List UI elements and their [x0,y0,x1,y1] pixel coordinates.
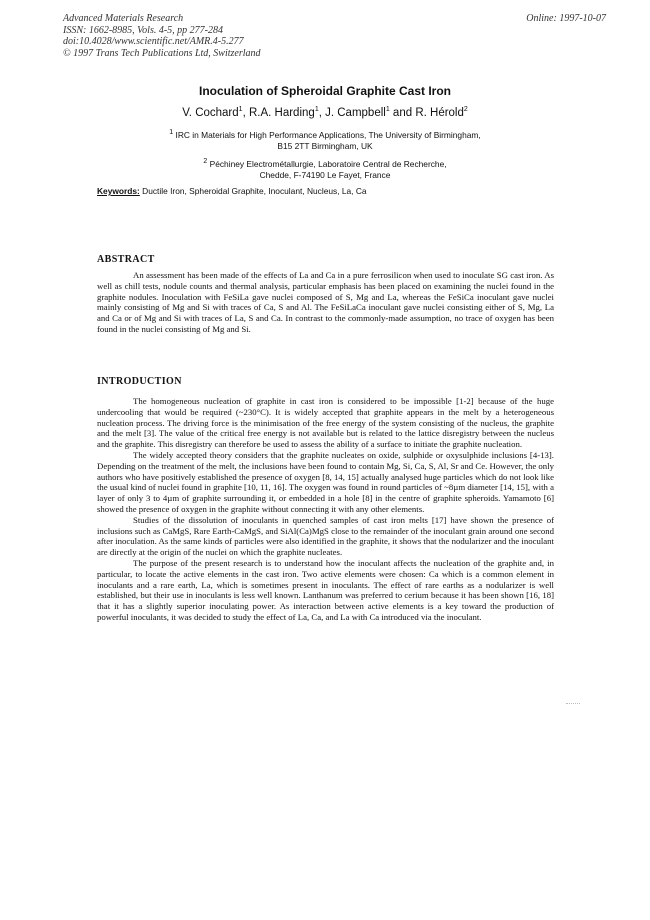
affiliation-line: Péchiney Electrométallurgie, Laboratoire Central de Recherche, [209,158,447,169]
paper-title: Inoculation of Spheroidal Graphite Cast Iron [198,84,452,98]
copyright-line: © 1997 Trans Tech Publications Ltd, Switzerland [63,47,261,59]
introduction-body [97,396,554,623]
intro-paragraph: Studies of the dissolution of inoculants in quenched samples of cast iron melts [17] have shown the presence of inclusions such as CaMgS, Rare Earth-CaMgS, and SiAl(Ca)MgS close to the remainder of the inoculant grain around one second after inoculation. As the same kinds of particles were also identified in the graphite, it shows that the nodularizer and the inoculant are directly at the origin of the nuclei on which the graphite nucleates. [97,514,554,558]
intro-paragraph: The homogeneous nucleation of graphite in cast iron is considered to be impossible [1-2] because of the huge undercooling that would be required (~230°C). It is widely accepted that graphite appears in the melt by a heterogeneous nucleation process. The driving force is the minimisation of the free energy of the system consisting of the nucleus, the graphite and the melt [3]. The value of the critical free energy is not available but is related to the lattice disregistry between the nucleus and the graphite. This disregistry can therefore be used to assess the ability of a surface to initiate the graphite nucleation. [97,396,554,450]
abstract-heading: ABSTRACT [97,254,155,265]
affiliation-mark: 2 [203,158,208,165]
intro-paragraph: The purpose of the present research is to understand how the inoculant affects the nucleation of the graphite and, in particular, to locate the active elements in the cast iron. Two active elements were chosen: Ca which is a common element in inoculants and a rare earth, La, which is sometimes present in inoculants. The effect of rare earths as a nodularizer is well established, but their use in inoculants is less well known. Lanthanum was preferred to cerium because it has been shown [16, 18] that it has a slightly superior inoculating power. As interaction between active elements is a key toward the production of powerful inoculants, it was decided to study the effect of La, Ca, and La with Ca introduced via the inoculant. [97,557,554,622]
author-list [0,106,650,119]
affiliation-mark: 1 [314,106,319,113]
affiliation-line: B15 2TT Birmingham, UK [277,140,373,151]
affiliation-2 [0,156,650,181]
author-name: J. Campbell [325,106,386,119]
author-separator: , [242,106,249,119]
keywords [97,186,367,196]
intro-paragraph: The widely accepted theory considers that the graphite nucleates on oxide, sulphide or oxysulphide inclusions [4-13]. Depending on the treatment of the melt, the inclusions have been found to contain Mg, Si, Ca, S, Al, Sr and Ce. However, the only authors who have positively established the presence of oxygen [8, 14, 15] actually analysed huge particles which do not look like the usual kind of nuclei found in graphite [10, 11, 16]. The oxygen was found in round particles of ~8µm diameter [14, 15], with a layer of only 3 to 4µm of graphite surrounding it, or embedded in a hole [8] in the centre of graphite spheroids. Yamamoto [6] showed the presence of oxygen in the graphite without connecting it with any other elements. [97,449,554,514]
affiliation-mark: 1 [169,129,174,136]
online-date: Online: 1997-10-07 [526,13,606,24]
affiliation-mark: 2 [463,106,468,113]
affiliation-1 [0,127,650,152]
author-name: V. Cochard [182,106,239,119]
abstract-body [97,270,554,335]
scan-artifact [566,703,580,706]
affiliation-mark: 1 [238,106,243,113]
introduction-heading: INTRODUCTION [97,376,182,387]
affiliation-mark: 1 [385,106,390,113]
author-name: R. Hérold [415,106,464,119]
author-separator: and [389,106,416,119]
author-separator: , [318,106,326,119]
doi-line: doi:10.4028/www.scientific.net/AMR.4-5.277 [63,36,244,47]
keywords-label: Keywords: [97,186,140,196]
journal-name: Advanced Materials Research [63,13,184,24]
keywords-text: Ductile Iron, Spheroidal Graphite, Inoculant, Nucleus, La, Ca [142,186,367,196]
abstract-paragraph: An assessment has been made of the effects of La and Ca in a pure ferrosilicon when used to inoculate SG cast iron. As well as chill tests, nodule counts and thermal analysis, particular emphasis has been placed on examining the nuclei found in the graphite nodules. Inoculation with FeSiLa gave nuclei composed of S, Mg and La, whereas the FeSiCa inoculant gave nuclei mainly consisting of Mg and Si with traces of Ca, S and Al. The FeSiLaCa inoculant gave nuclei consisting either of S, Mg, La and Ca or of Mg and Si with traces of La, S and Ca. In contrast to the commonly-made assumption, no trace of oxygen has been found in the nuclei consisting of Mg and Si. [97,270,554,334]
issn-line: ISSN: 1662-8985, Vols. 4-5, pp 277-284 [63,24,223,36]
author-name: R.A. Harding [248,106,315,119]
affiliation-line: Chedde, F-74190 Le Fayet, France [259,169,391,180]
publication-info [63,13,443,59]
affiliation-line: IRC in Materials for High Performance Applications, The University of Birmingham, [175,129,481,140]
